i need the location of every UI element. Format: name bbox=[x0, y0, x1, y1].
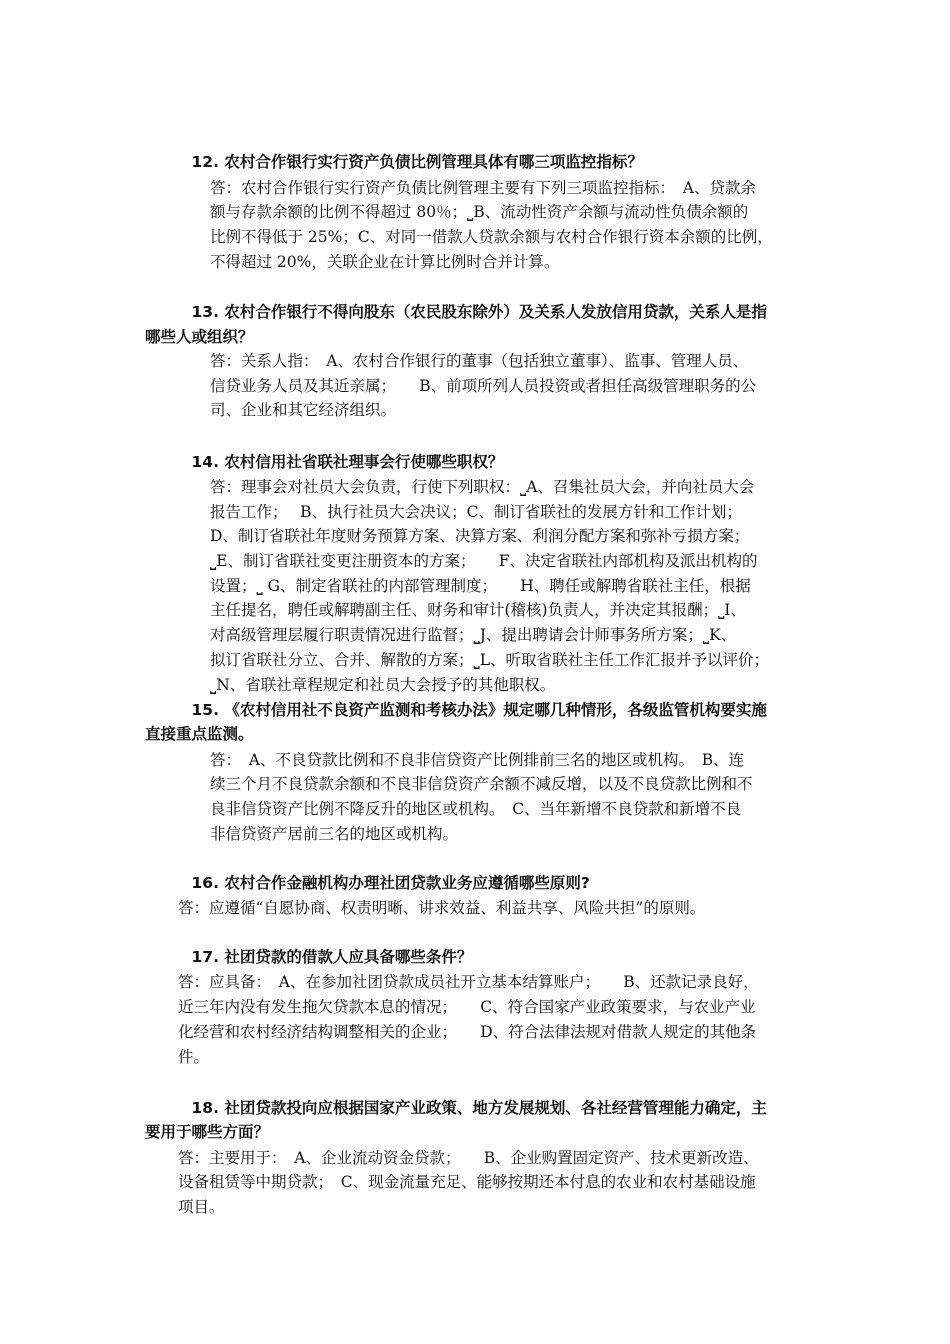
answer-14-line-8: 拟订省联社分立、合并、解散的方案；⎵L、听取省联社主任工作汇报并予以评价； bbox=[210, 651, 769, 669]
answer-12-line-1: 答：农村合作银行实行资产负债比例管理主要有下列三项监控指标： A、贷款余 bbox=[210, 179, 756, 197]
answer-15-line-4: 非信贷资产居前三名的地区或机构。 bbox=[210, 825, 459, 843]
question-17-line-1: 17. 社团贷款的借款人应具备哪些条件？ bbox=[145, 948, 473, 966]
question-15-line-1: 15. 《农村信用社不良资产监测和考核办法》规定哪几种情形，各级监管机构要实施 bbox=[145, 701, 767, 719]
answer-16-line-1: 答：应遵循“自愿协商、权责明晰、讲求效益、利益共享、风险共担”的原则。 bbox=[178, 899, 706, 917]
question-13-line-1: 13. 农村合作银行不得向股东（农民股东除外）及关系人发放信用贷款，关系人是指 bbox=[145, 303, 767, 321]
answer-15-line-1: 答： A、不良贷款比例和不良非信贷资产比例排前三名的地区或机构。 B、连 bbox=[210, 751, 745, 769]
answer-14-line-2: 报告工作； B、执行社员大会决议；C、制订省联社的发展方针和工作计划； bbox=[210, 503, 742, 521]
answer-14-line-6: 主任提名，聘任或解聘副主任、财务和审计(稽核)负责人，并决定其报酬；⎵I、 bbox=[210, 601, 746, 619]
question-12-line-1: 12. 农村合作银行实行资产负债比例管理具体有哪三项监控指标？ bbox=[145, 153, 643, 171]
answer-12-line-4: 不得超过 20%，关联企业在计算比例时合并计算。 bbox=[210, 253, 560, 271]
answer-15-line-3: 良非信贷资产比例不降反升的地区或机构。 C、当年新增不良贷款和新增不良 bbox=[210, 800, 742, 818]
question-15-line-2: 直接重点监测。 bbox=[145, 725, 254, 743]
question-13-line-2: 哪些人或组织？ bbox=[145, 328, 254, 346]
answer-14-line-1: 答：理事会对社员大会负责，行使下列职权：⎵A、召集社员大会，并向社员大会 bbox=[210, 478, 755, 496]
answer-17-line-3: 化经营和农村经济结构调整相关的企业； D、符合法律法规对借款人规定的其他条 bbox=[178, 1023, 757, 1041]
answer-18-line-1: 答：主要用于： A、企业流动资金贷款； B、企业购置固定资产、技术更新改造、 bbox=[178, 1149, 759, 1167]
answer-13-line-2: 信贷业务人员及其近亲属； B、前项所列人员投资或者担任高级管理职务的公 bbox=[210, 377, 757, 395]
answer-14-line-7: 对高级管理层履行职责情况进行监督；⎵J、提出聘请会计师事务所方案；⎵K、 bbox=[210, 626, 737, 644]
answer-14-line-4: ⎵E、制订省联社变更注册资本的方案； F、决定省联社内部机构及派出机构的 bbox=[210, 552, 758, 570]
question-18-line-2: 要用于哪些方面？ bbox=[145, 1123, 270, 1141]
answer-17-line-4: 件。 bbox=[178, 1048, 210, 1066]
answer-14-line-9: ⎵N、省联社章程规定和社员大会授予的其他职权。 bbox=[210, 676, 556, 694]
answer-18-line-2: 设备租赁等中期贷款； C、现金流量充足、能够按期还本付息的农业和农村基础设施 bbox=[178, 1173, 756, 1191]
answer-14-line-3: D、制订省联社年度财务预算方案、决算方案、利润分配方案和弥补亏损方案； bbox=[210, 527, 750, 545]
answer-15-line-2: 续三个月不良贷款余额和不良非信贷资产余额不减反增，以及不良贷款比例和不 bbox=[210, 775, 753, 793]
answer-17-line-1: 答：应具备： A、在参加社团贷款成员社开立基本结算账户； B、还款记录良好， bbox=[178, 973, 759, 991]
answer-12-line-3: 比例不得低于 25%；C、对同一借款人贷款余额与农村合作银行资本余额的比例， bbox=[210, 228, 773, 246]
answer-13-line-1: 答：关系人指： A、农村合作银行的董事（包括独立董事）、监事、管理人员、 bbox=[210, 352, 749, 370]
question-18-line-1: 18. 社团贷款投向应根据国家产业政策、地方发展规划、各社经营管理能力确定，主 bbox=[145, 1099, 767, 1117]
answer-17-line-2: 近三年内没有发生拖欠贷款本息的情况； C、符合国家产业政策要求，与农业产业 bbox=[178, 998, 756, 1016]
question-14-line-1: 14. 农村信用社省联社理事会行使哪些职权？ bbox=[145, 453, 504, 471]
answer-12-line-2: 额与存款余额的比例不得超过 80％；⎵B、流动性资产余额与流动性负债余额的 bbox=[210, 203, 749, 221]
question-16-line-1: 16. 农村合作金融机构办理社团贷款业务应遵循哪些原则? bbox=[145, 874, 590, 892]
answer-14-line-5: 设置；⎵ G、制定省联社的内部管理制度； H、聘任或解聘省联社主任，根据 bbox=[210, 577, 751, 595]
answer-18-line-3: 项目。 bbox=[178, 1198, 225, 1216]
answer-13-line-3: 司、企业和其它经济组织。 bbox=[210, 401, 397, 419]
